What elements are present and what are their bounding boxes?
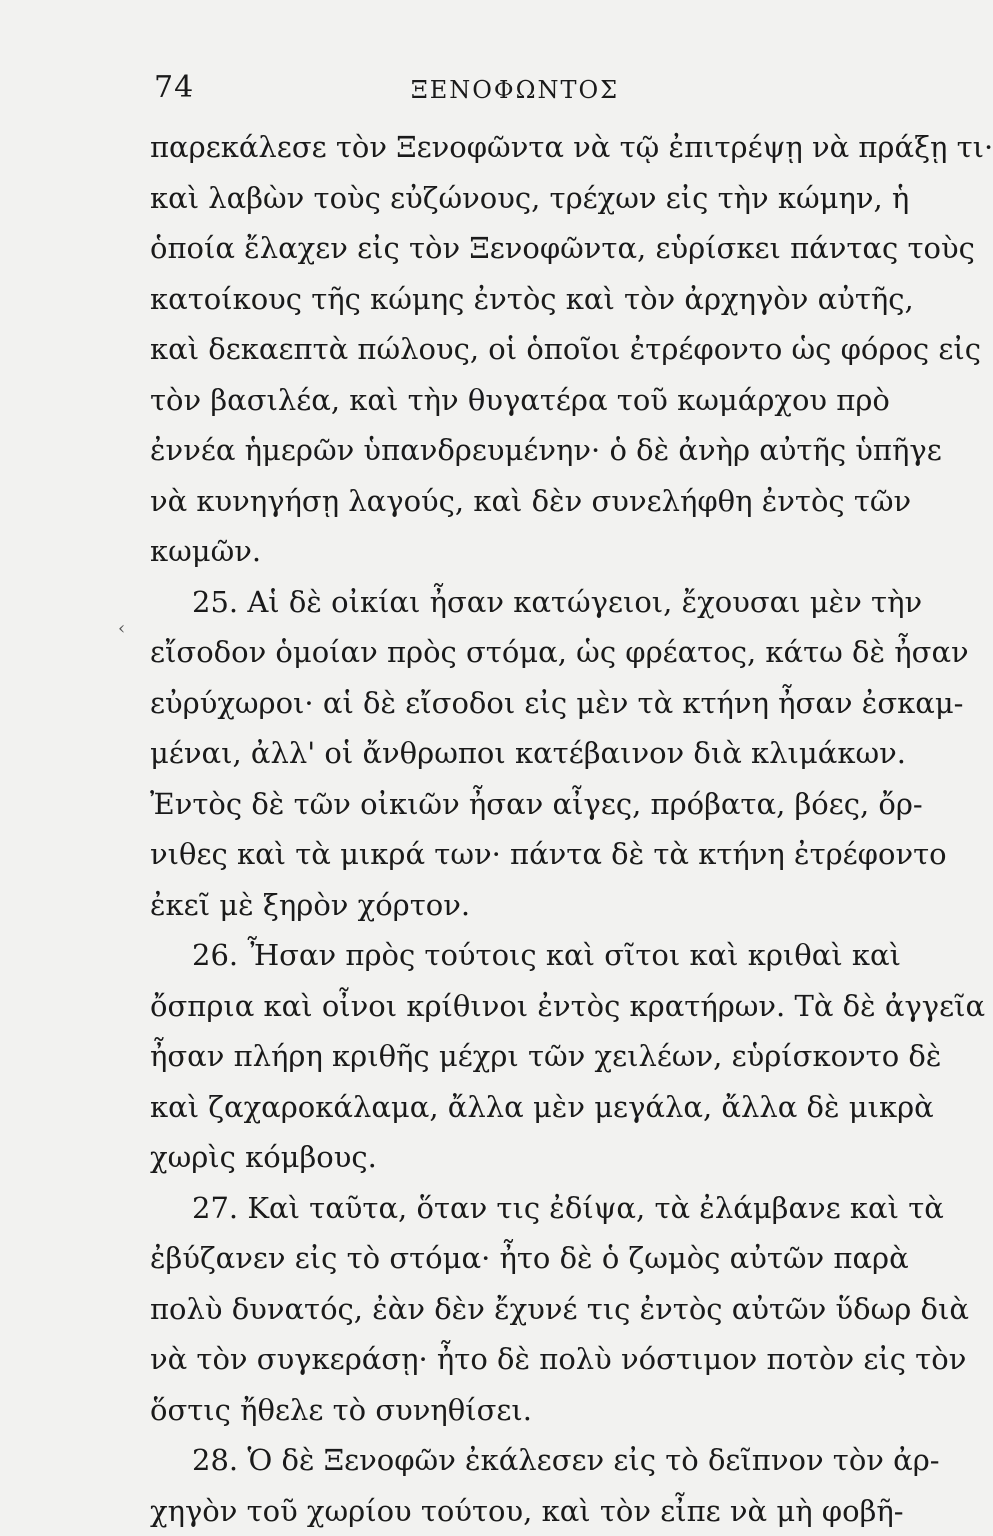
text-line: ἐννέα ἡμερῶν ὑπανδρευμένην· ὁ δὲ ἀνὴρ αὐτῆς ὑπῆγε [150,425,880,476]
running-title: ΞΕΝΟΦΩΝΤΟΣ [150,76,880,104]
page-number: 74 [154,70,194,105]
text-line: καὶ ζαχαροκάλαμα, ἄλλα μὲν μεγάλα, ἄλλα δὲ μικρὰ [150,1082,880,1133]
page-header [150,70,880,110]
text-line: καὶ λαβὼν τοὺς εὐζώνους, τρέχων εἰς τὴν κώμην, ἡ [150,173,880,224]
text-line: ἐκεῖ μὲ ξηρὸν χόρτον. [150,880,880,931]
text-line: κωμῶν. [150,526,880,577]
text-line: νὰ κυνηγήσῃ λαγούς, καὶ δὲν συνελήφθη ἐντὸς τῶν [150,476,880,527]
text-line: πολὺ δυνατός, ἐὰν δὲν ἔχυνέ τις ἐντὸς αὐτῶν ὕδωρ διὰ [150,1284,880,1335]
text-line: καὶ δεκαεπτὰ πώλους, οἱ ὁποῖοι ἐτρέφοντο ὡς φόρος εἰς [150,324,880,375]
text-line: εἴσοδον ὁμοίαν πρὸς στόμα, ὡς φρέατος, κάτω δὲ ἦσαν [150,627,880,678]
text-line: ὁποία ἔλαχεν εἰς τὸν Ξενοφῶντα, εὑρίσκει πάντας τοὺς [150,223,880,274]
text-line: 28. Ὁ δὲ Ξενοφῶν ἐκάλεσεν εἰς τὸ δεῖπνον τὸν ἀρ- [150,1435,880,1486]
body-text [150,122,880,1536]
text-line: εὐρύχωροι· αἱ δὲ εἴσοδοι εἰς μὲν τὰ κτήνη ἦσαν ἐσκαμ- [150,678,880,729]
text-line: ὄσπρια καὶ οἶνοι κρίθινοι ἐντὸς κρατήρων. Τὰ δὲ ἀγγεῖα [150,981,880,1032]
text-line: παρεκάλεσε τὸν Ξενοφῶντα νὰ τῷ ἐπιτρέψῃ νὰ πράξῃ τι· [150,122,880,173]
text-line: ἐβύζανεν εἰς τὸ στόμα· ἦτο δὲ ὁ ζωμὸς αὐτῶν παρὰ [150,1233,880,1284]
text-line: νιθες καὶ τὰ μικρά των· πάντα δὲ τὰ κτήνη ἐτρέφοντο [150,829,880,880]
text-line: χηγὸν τοῦ χωρίου τούτου, καὶ τὸν εἶπε νὰ μὴ φοβῆ- [150,1486,880,1536]
text-line: νὰ τὸν συγκεράσῃ· ἦτο δὲ πολὺ νόστιμον ποτὸν εἰς τὸν [150,1334,880,1385]
text-line: ὅστις ἤθελε τὸ συνηθίσει. [150,1385,880,1436]
text-line: κατοίκους τῆς κώμης ἐντὸς καὶ τὸν ἀρχηγὸν αὐτῆς, [150,274,880,325]
text-line: 27. Καὶ ταῦτα, ὅταν τις ἐδίψα, τὰ ἐλάμβανε καὶ τὰ [150,1183,880,1234]
text-line: Ἐντὸς δὲ τῶν οἰκιῶν ἦσαν αἶγες, πρόβατα, βόες, ὄρ- [150,779,880,830]
text-line: 25. Αἱ δὲ οἰκίαι ἦσαν κατώγειοι, ἔχουσαι μὲν τὴν [150,577,880,628]
text-line: χωρὶς κόμβους. [150,1132,880,1183]
margin-mark: ‹ [118,618,125,639]
text-line: ἦσαν πλήρη κριθῆς μέχρι τῶν χειλέων, εὑρίσκοντο δὲ [150,1031,880,1082]
text-line: μέναι, ἀλλ' οἱ ἄνθρωποι κατέβαινον διὰ κλιμάκων. [150,728,880,779]
text-line: 26. Ἦσαν πρὸς τούτοις καὶ σῖτοι καὶ κριθαὶ καὶ [150,930,880,981]
text-line: τὸν βασιλέα, καὶ τὴν θυγατέρα τοῦ κωμάρχου πρὸ [150,375,880,426]
